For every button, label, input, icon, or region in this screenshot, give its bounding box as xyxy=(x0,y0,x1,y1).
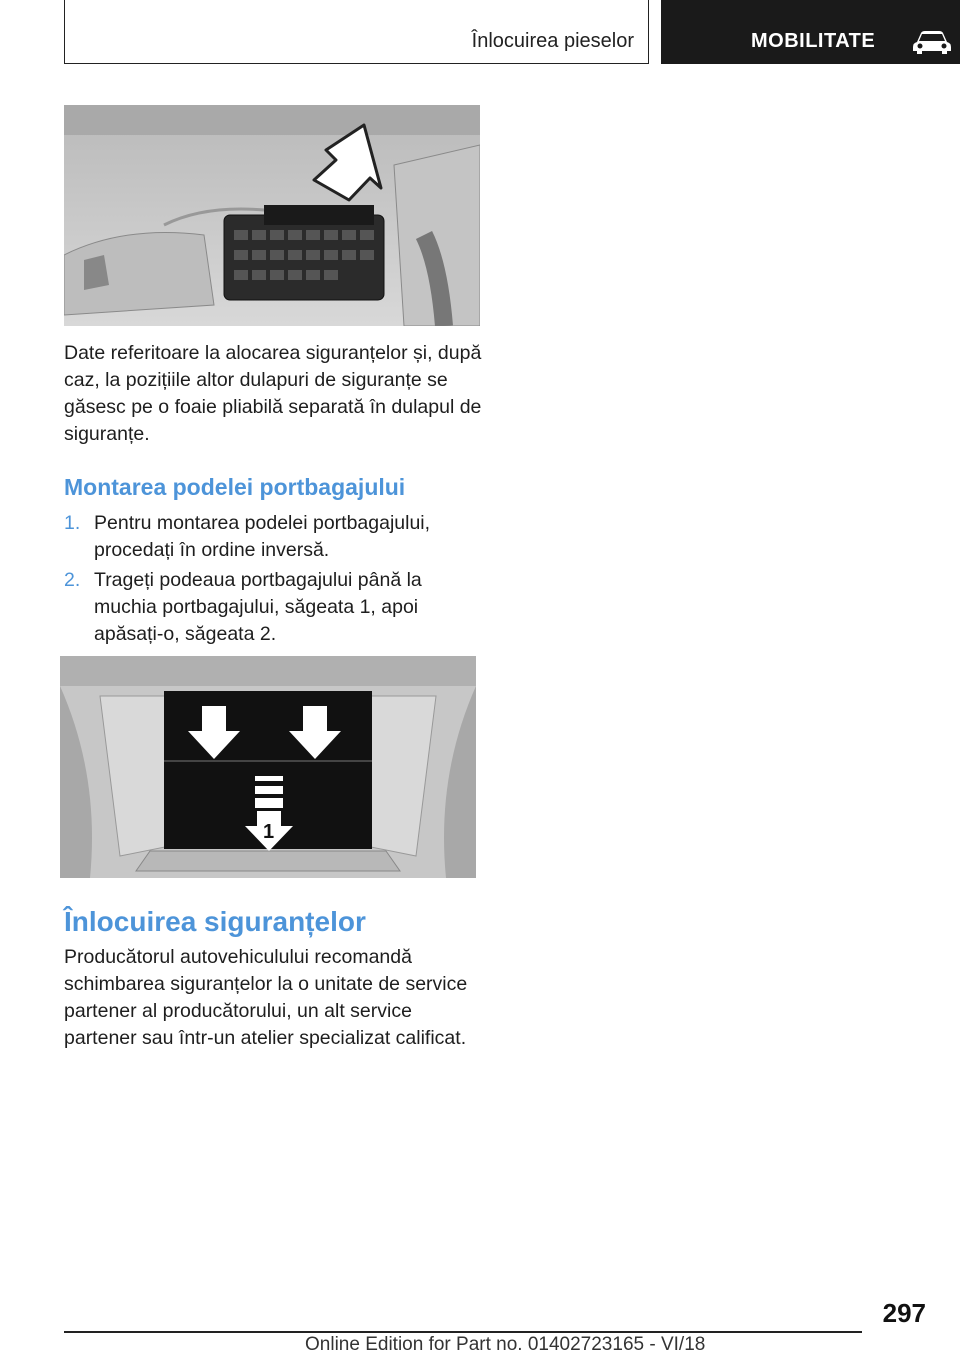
chapter-tab-label: MOBILITATE xyxy=(751,30,876,52)
page-number: 297 xyxy=(882,1298,926,1328)
header-section-box xyxy=(64,0,649,64)
step-text: Pentru montarea podelei portbagajului, procedați în ordine inversă. xyxy=(94,512,431,561)
step-text: Trageți podeaua portbagajului până la muchia portbagajului, săgeata 1, apoi apăsați-o, săgeata 2. xyxy=(94,569,422,645)
trunk-floor-illustration xyxy=(60,656,476,878)
step-list-item xyxy=(64,567,484,648)
step-number: 2. xyxy=(64,569,81,591)
arrow-label-2b: 2 xyxy=(310,726,323,751)
fuse-replacement-paragraph: Producătorul autovehiculului recomandă schimbarea siguranțelor la o unitate de service partener al producătorului, un alt service partener sau într-un atelier specializat calificat. xyxy=(64,946,468,1049)
footer-edition-text: Online Edition for Part no. 01402723165 - VI/18 xyxy=(305,1334,706,1355)
step-list-item xyxy=(64,510,484,564)
footer-divider xyxy=(64,1331,862,1333)
section-heading-trunk-floor: Montarea podelei portbagajului xyxy=(64,474,406,500)
fuse-info-paragraph: Date referitoare la alocarea siguranțelor și, după caz, la pozițiile altor dulapuri de siguranțe se găsesc pe o foaie pliabilă separată în dulapul de siguranțe. xyxy=(64,342,482,445)
step-number: 1. xyxy=(64,512,81,534)
trunk-floor-photo xyxy=(60,656,476,878)
fuse-box-photo xyxy=(64,105,480,326)
fuse-box-illustration xyxy=(64,105,480,326)
car-icon xyxy=(911,28,953,56)
arrow-label-1: 1 xyxy=(263,821,275,843)
arrow-label-2a: 2 xyxy=(208,726,221,751)
section-title: Înlocuirea pieselor xyxy=(471,30,634,52)
main-heading-fuse-replacement: Înlocuirea siguranțelor xyxy=(64,906,366,937)
chapter-tab[interactable] xyxy=(661,0,960,64)
